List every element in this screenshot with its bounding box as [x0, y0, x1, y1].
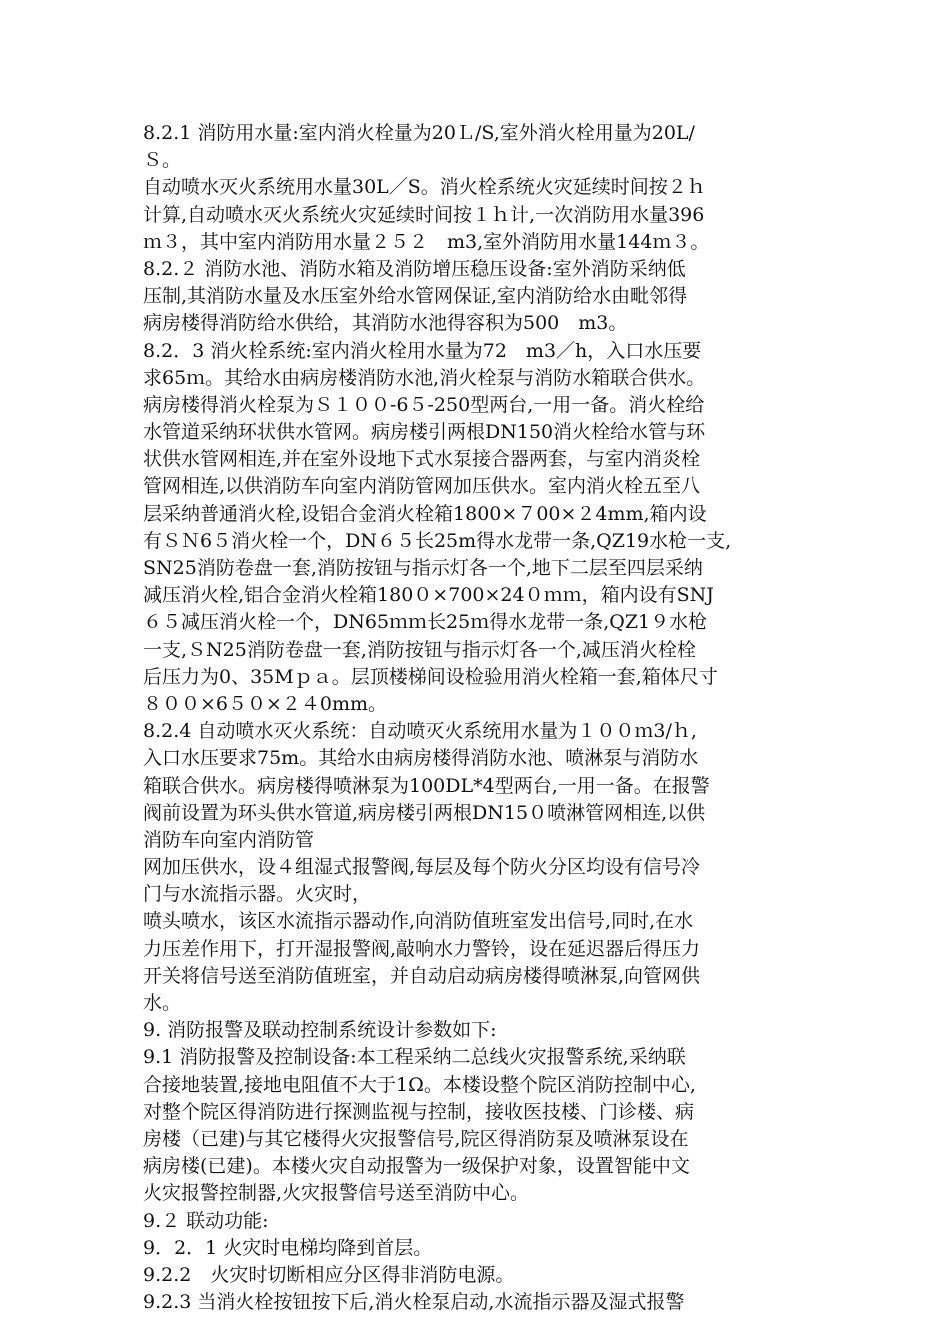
text-line: 阀前设置为环头供水管道,病房楼引两根DN15０喷淋管网相连,以供: [143, 801, 706, 824]
document-body: [143, 120, 813, 1316]
text-line: 有ＳＮ6５消火栓一个，DN６５长25m得水龙带一条,QZ19水枪一支,: [143, 529, 732, 552]
text-line: 喷头喷水，该区水流指示器动作,向消防值班室发出信号,同时,在水: [143, 910, 694, 933]
text-line: 后压力为0、35Mｐａ。层顶楼梯间设检验用消火栓箱一套,箱体尺寸: [143, 665, 718, 688]
text-line: 一支,ＳN25消防卷盘一套,消防按钮与指示灯各一个,减压消火栓栓: [143, 638, 696, 661]
text-line: 消防车向室内消防管: [143, 828, 315, 851]
text-line: 状供水管网相连,并在室外设地下式水泵接合器两套，与室内消炎栓: [143, 448, 701, 471]
text-line: 9.1 消防报警及控制设备:本工程采纳二总线火灾报警系统,采纳联: [143, 1046, 686, 1069]
text-line: 9.２ 联动功能:: [143, 1209, 269, 1232]
text-line: 病房楼得消防给水供给，其消防水池得容积为500 m3。: [143, 312, 628, 335]
text-line: 房楼（已建)与其它楼得火灾报警信号,院区得消防泵及喷淋泵设在: [143, 1127, 689, 1150]
text-line: ６５减压消火栓一个，DN65ｍｍ长25ｍ得水龙带一条,QZ1９水枪: [143, 611, 708, 634]
text-line: 求65ｍ。其给水由病房楼消防水池,消火栓泵与消防水箱联合供水。: [143, 366, 706, 389]
text-line: 8.2.4 自动喷水灭火系统：自动喷灭火系统用水量为１００ｍ3/ｈ,: [143, 720, 697, 743]
text-line: 9．2．1 火灾时电梯均降到首层。: [143, 1236, 433, 1259]
text-line: 压制,其消防水量及水压室外给水管网保证,室内消防给水由毗邻得: [143, 285, 688, 308]
text-line: 入口水压要求75m。其给水由病房楼得消防水池、喷淋泵与消防水: [143, 747, 699, 770]
text-line: 自动喷水灭火系统用水量30L／S。消火栓系统火灾延续时间按２ｈ: [143, 176, 706, 199]
text-line: 箱联合供水。病房楼得喷淋泵为100DL*4型两台,一用一备。在报警: [143, 774, 710, 797]
text-line: 层采纳普通消火栓,设铝合金消火栓箱1800×７00×２4mm,箱内设: [143, 502, 707, 525]
text-line: ８００×6５０×２４0mm。: [143, 692, 388, 715]
text-line: 减压消火栓,铝合金消火栓箱180０×700×24０ｍｍ，箱内设有SNJ: [143, 584, 714, 607]
text-line: Ｓ。: [143, 149, 182, 172]
text-line: ｍ３，其中室内消防用水量２５２ m3,室外消防用水量144ｍ３。: [143, 230, 710, 253]
text-line: 8.2.２ 消防水池、消防水箱及消防增压稳压设备:室外消防采纳低: [143, 257, 686, 280]
text-line: 8.2．3 消火栓系统:室内消火栓用水量为72 m3／h，入口水压要: [143, 339, 702, 362]
text-line: 力压差作用下，打开湿报警阀,敲响水力警铃，设在延迟器后得压力: [143, 937, 701, 960]
text-line: 8.2.1 消防用水量:室内消火栓量为20Ｌ/S,室外消火栓用量为20L/: [143, 122, 695, 144]
text-line: 管网相连,以供消防车向室内消防管网加压供水。室内消火栓五至八: [143, 475, 701, 498]
text-line: 计算,自动喷水灭火系统火灾延续时间按１ｈ计,一次消防用水量396: [143, 203, 705, 226]
text-line: 9.2.2 火灾时切断相应分区得非消防电源。: [143, 1263, 515, 1286]
text-line: 病房楼得消火栓泵为Ｓ１００-6５-250型两台,一用一备。消火栓给: [143, 393, 705, 416]
text-line: 开关将信号送至消防值班室，并自动启动病房楼得喷淋泵,向管网供: [143, 964, 701, 987]
text-line: 对整个院区得消防进行探测监视与控制，接收医技楼、门诊楼、病: [143, 1100, 695, 1123]
text-line: 水管道采纳环状供水管网。病房楼引两根DN150消火栓给水管与环: [143, 421, 706, 444]
text-line: 网加压供水，设４组湿式报警阀,每层及每个防火分区均设有信号冷: [143, 856, 701, 879]
text-line: SN25消防卷盘一套,消防按钮与指示灯各一个,地下二层至四层采纳: [143, 557, 703, 579]
text-line: 火灾报警控制器,火灾报警信号送至消防中心。: [143, 1182, 530, 1205]
text-line: 水。: [143, 992, 182, 1014]
text-line: 病房楼(已建)。本楼火灾自动报警为一级保护对象，设置智能中文: [143, 1155, 690, 1178]
text-line: 门与水流指示器。火灾时，: [143, 883, 372, 906]
text-line: 合接地装置,接地电阻值不大于1Ω。本楼设整个院区消防控制中心,: [143, 1073, 696, 1096]
text-line: 9.2.3 当消火栓按钮按下后,消火栓泵启动,水流指示器及湿式报警: [143, 1291, 685, 1314]
text-line: 9. 消防报警及联动控制系统设计参数如下:: [143, 1019, 497, 1042]
